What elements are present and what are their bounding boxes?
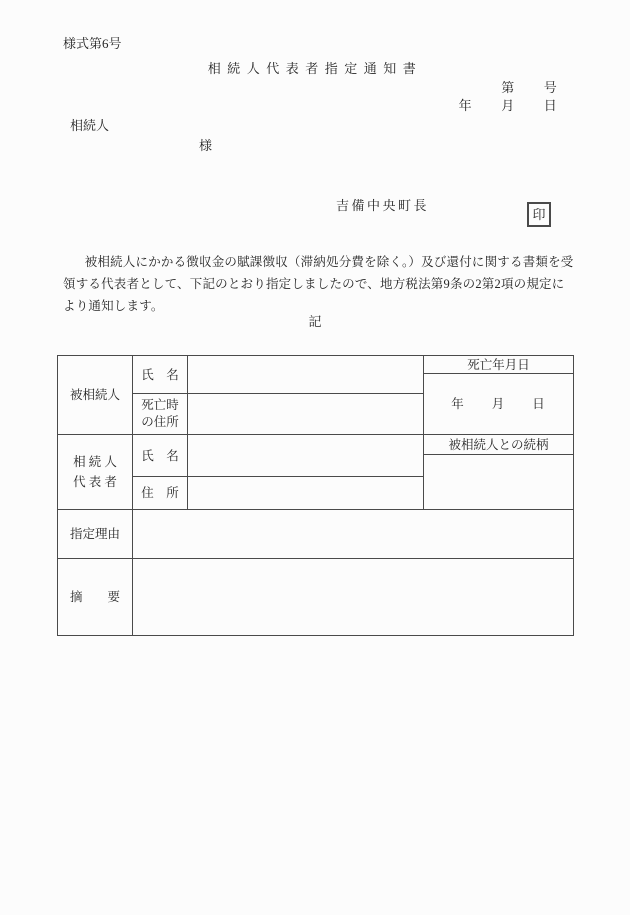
record-marker: 記 bbox=[308, 314, 322, 329]
death-address-label-line: 死亡時 bbox=[141, 398, 179, 412]
deceased-name-field bbox=[188, 356, 424, 394]
death-date-header: 死亡年月日 bbox=[424, 356, 574, 374]
document-date-line: 年 月 日 bbox=[458, 98, 558, 113]
deceased-name-label: 氏 名 bbox=[133, 356, 188, 394]
death-address-field bbox=[188, 394, 424, 435]
representative-group-label-line: 代 表 者 bbox=[73, 475, 117, 489]
document-number-line: 第 号 bbox=[501, 80, 558, 95]
seal-mark-icon: 印 bbox=[527, 202, 551, 227]
deceased-group-label: 被相続人 bbox=[58, 356, 133, 435]
death-address-label-line: の住所 bbox=[141, 415, 179, 429]
relationship-field bbox=[424, 455, 574, 510]
form-number: 様式第6号 bbox=[63, 36, 122, 51]
reason-label: 指定理由 bbox=[58, 510, 133, 559]
representative-address-label: 住 所 bbox=[133, 477, 188, 510]
reason-field bbox=[133, 510, 574, 559]
representative-name-field bbox=[188, 435, 424, 477]
representative-group-label-line: 相 続 人 bbox=[73, 455, 117, 469]
sender-name: 吉備中央町長 bbox=[336, 198, 430, 213]
representative-group-label bbox=[58, 435, 133, 510]
body-paragraph bbox=[63, 251, 574, 317]
representative-address-field bbox=[188, 477, 424, 510]
form-table bbox=[57, 355, 574, 636]
body-line: 被相続人にかかる徴収金の賦課徴収（滞納処分費を除く。）及び還付に関する書類を受 bbox=[72, 255, 574, 269]
representative-name-label: 氏 名 bbox=[133, 435, 188, 477]
death-date-field: 年 月 日 bbox=[424, 374, 574, 435]
document-title: 相続人代表者指定通知書 bbox=[207, 61, 423, 76]
death-address-label bbox=[133, 394, 188, 435]
remarks-label: 摘 要 bbox=[58, 559, 133, 636]
addressee-label: 相続人 bbox=[70, 118, 110, 133]
body-line: 領する代表者として、下記のとおり指定しましたので、地方税法第9条の2第2項の規定に bbox=[63, 277, 565, 291]
relationship-header: 被相続人との続柄 bbox=[424, 435, 574, 455]
body-line: より通知します。 bbox=[63, 299, 164, 313]
addressee-honorific: 様 bbox=[199, 138, 213, 153]
remarks-field bbox=[133, 559, 574, 636]
